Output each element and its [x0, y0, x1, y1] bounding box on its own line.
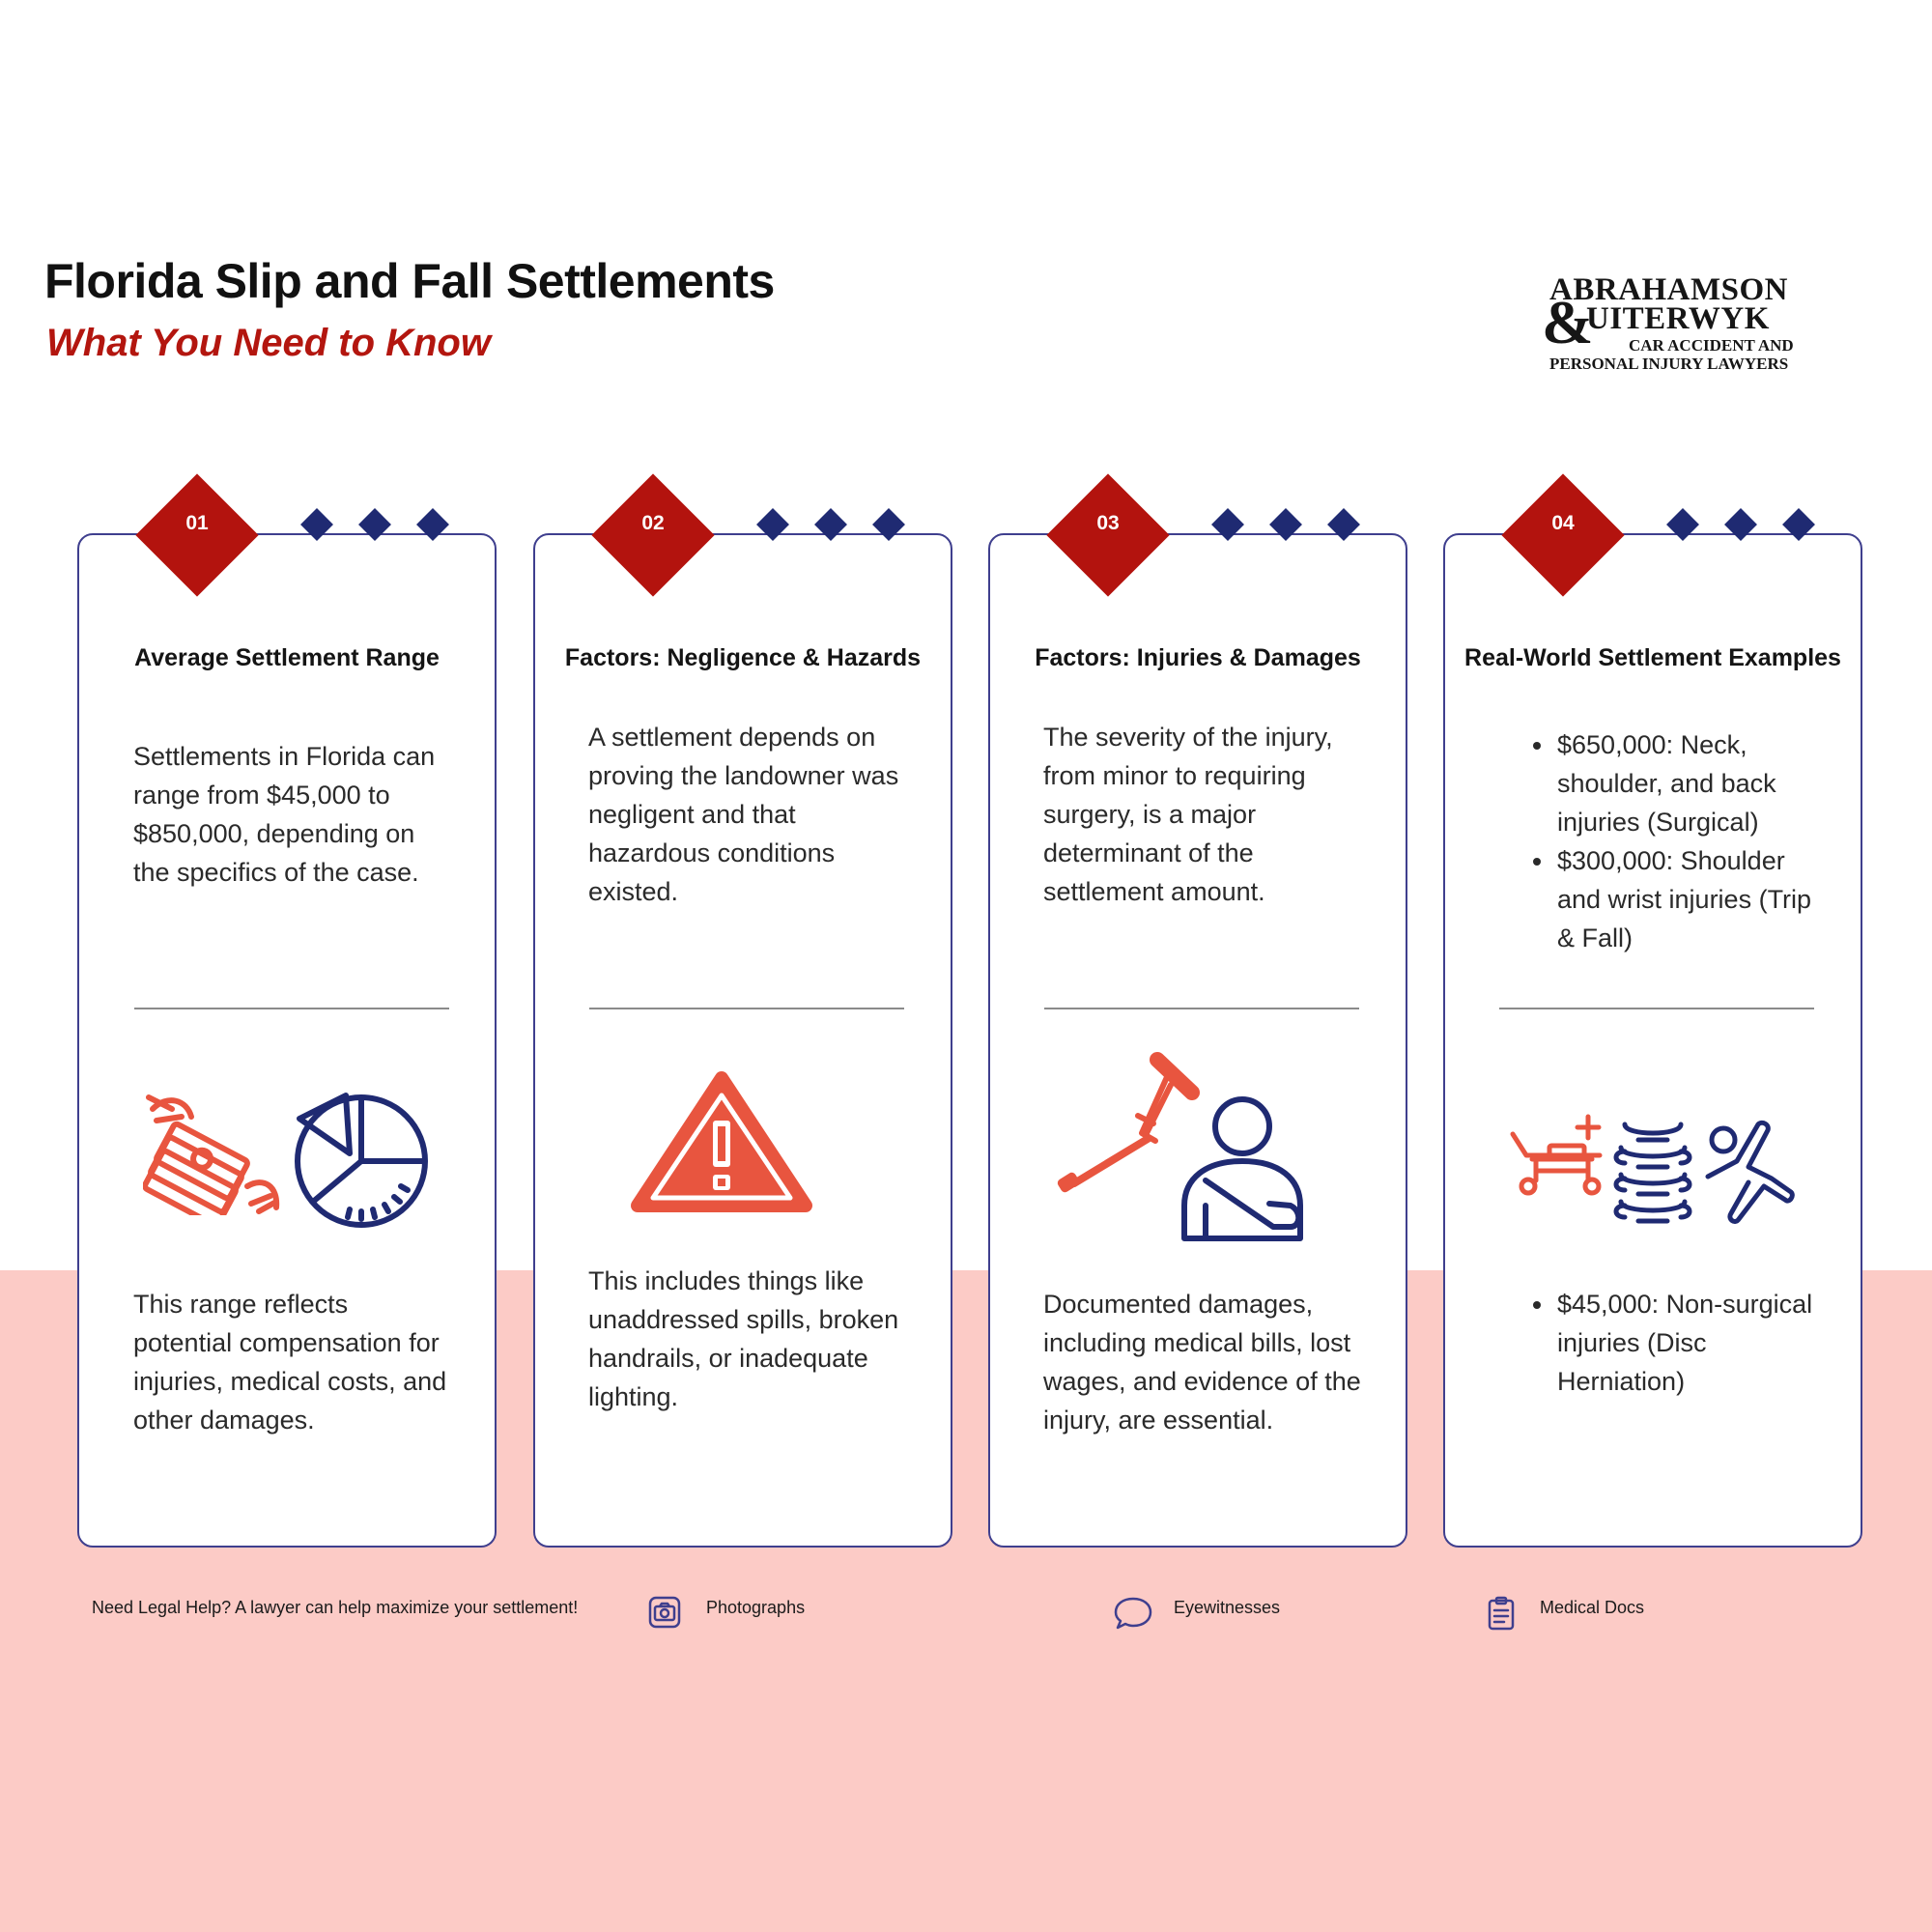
card-title: Real-World Settlement Examples [1464, 644, 1841, 671]
flying-money-icon [143, 1090, 288, 1215]
footer-item-photographs: Photographs [706, 1598, 806, 1617]
mini-diamond-icon [756, 508, 789, 541]
step-number: 03 [1096, 512, 1120, 534]
logo-line-4: PERSONAL INJURY LAWYERS [1549, 355, 1789, 373]
divider [589, 1008, 904, 1009]
logo-ampersand: & [1542, 288, 1594, 356]
logo-line-1: ABRAHAMSON [1549, 272, 1789, 307]
mini-diamond-icon [416, 508, 449, 541]
step-number-badge [591, 473, 715, 597]
settlement-examples-list-continued [1524, 1285, 1826, 1401]
card-title: Factors: Negligence & Hazards [564, 644, 922, 671]
person-arm-sling-icon [1177, 1092, 1308, 1244]
step-number: 04 [1551, 512, 1575, 534]
mini-diamond-icon [1782, 508, 1815, 541]
step-number-badge [1501, 473, 1625, 597]
step-number: 01 [185, 512, 209, 534]
step-number: 02 [641, 512, 665, 534]
divider [1044, 1008, 1359, 1009]
footer-item-eyewitnesses: Eyewitnesses [1174, 1598, 1281, 1617]
step-number-badge [1046, 473, 1170, 597]
card-3-header [988, 473, 1407, 589]
firm-logo[interactable] [1542, 272, 1832, 374]
card-bottom-text: This includes things like unaddressed spills, broken handrails, or inadequate lighting. [588, 1266, 899, 1411]
card-bottom-text: Documented damages, including medical bills, lost wages, and evidence of the injury, are essential. [1043, 1290, 1361, 1435]
list-item: • $650,000: Neck, shoulder, and back injuries (Surgical) [1555, 725, 1826, 841]
card-top-text: A settlement depends on proving the landowner was negligent and that hazardous conditions existed. [588, 723, 899, 906]
page-subtitle: What You Need to Know [46, 322, 491, 364]
speech-bubble-icon [1113, 1596, 1153, 1631]
camera-icon [648, 1596, 681, 1629]
page-title: Florida Slip and Fall Settlements [44, 254, 775, 308]
footer-item-medical-docs: Medical Docs [1540, 1598, 1645, 1617]
card-title: Factors: Injuries & Damages [1035, 644, 1361, 671]
pie-chart-icon [290, 1090, 431, 1231]
mini-diamond-icon [814, 508, 847, 541]
mini-diamond-icon [1724, 508, 1757, 541]
spine-icon [1611, 1121, 1694, 1227]
card-bottom-text: This range reflects potential compensation for injuries, medical costs, and other damages. [133, 1290, 447, 1435]
card-4-header [1443, 473, 1862, 589]
clipboard-icon [1488, 1596, 1515, 1631]
mini-diamond-icon [1269, 508, 1302, 541]
logo-line-3: CAR ACCIDENT AND [1629, 336, 1794, 355]
step-number-badge [135, 473, 259, 597]
card-top-text: Settlements in Florida can range from $45,000 to $850,000, depending on the specifics of the case. [133, 742, 436, 887]
card-2-header [533, 473, 952, 589]
card-1-header [77, 473, 497, 589]
divider [134, 1008, 449, 1009]
warning-triangle-icon [630, 1070, 813, 1217]
logo-line-2: UITERWYK [1586, 301, 1770, 336]
falling-person-icon [1704, 1119, 1797, 1227]
mini-diamond-icon [1666, 508, 1699, 541]
hospital-stretcher-icon [1507, 1111, 1607, 1198]
card-top-text: The severity of the injury, from minor to requiring surgery, is a major determinant of the settlement amount. [1043, 723, 1333, 906]
mini-diamond-icon [1211, 508, 1244, 541]
footer-cta: Need Legal Help? A lawyer can help maximize your settlement! [92, 1598, 579, 1617]
mini-diamond-icon [1327, 508, 1360, 541]
mini-diamond-icon [872, 508, 905, 541]
list-item: • $300,000: Shoulder and wrist injuries (Trip & Fall) [1555, 841, 1826, 957]
divider [1499, 1008, 1814, 1009]
mini-diamond-icon [358, 508, 391, 541]
list-item: • $45,000: Non-surgical injuries (Disc Herniation) [1555, 1285, 1826, 1401]
mini-diamond-icon [300, 508, 333, 541]
settlement-examples-list [1524, 725, 1826, 957]
card-title: Average Settlement Range [134, 644, 440, 671]
